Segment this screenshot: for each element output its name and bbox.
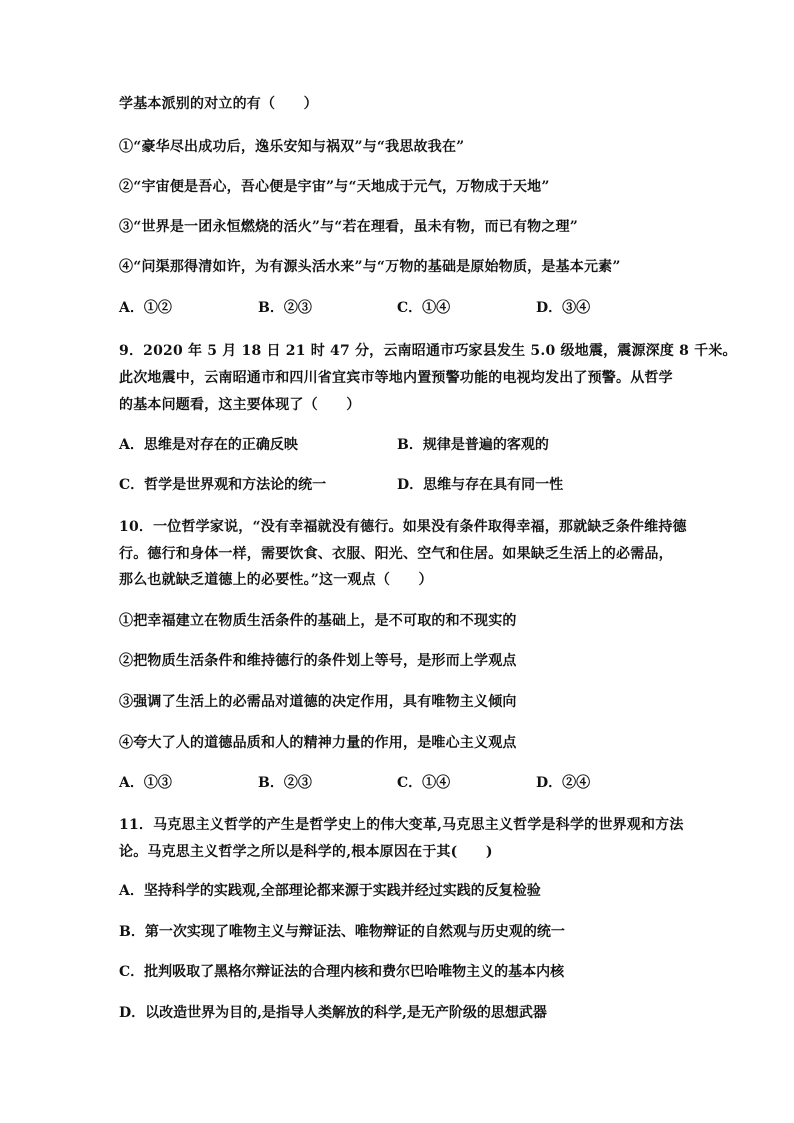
q8-item-4: ④“问渠那得清如许，为有源头活水来”与“万物的基础是原始物质，是基本元素” <box>119 259 621 275</box>
q9-line-3: 的基本问题看，这主要体现了（ ） <box>119 397 361 413</box>
q8-option-a: A．①② <box>119 300 172 316</box>
q9-line-2: 此次地震中，云南昭通市和四川省宜宾市等地内置预警功能的电视均发出了预警。从哲学 <box>119 370 673 386</box>
q11-option-b: B．第一次实现了唯物主义与辩证法、唯物辩证的自然观与历史观的统一 <box>119 924 565 940</box>
q9-line-1: 9．2020 年 5 月 18 日 21 时 47 分，云南昭通市巧家县发生 5.0 级地震，震源深度 8 千米。 <box>119 343 737 359</box>
q10-option-a: A．①③ <box>119 775 172 791</box>
q10-option-b: B．②③ <box>258 775 312 791</box>
q9-option-b: B．规律是普遍的客观的 <box>397 437 549 453</box>
q8-item-1: ①“豪华尽出成功后，逸乐安知与祸双”与“我思故我在” <box>119 139 465 155</box>
q8-item-2: ②“宇宙便是吾心，吾心便是宇宙”与“天地成于元气，万物成于天地” <box>119 179 550 195</box>
q9-option-c: C．哲学是世界观和方法论的统一 <box>119 477 327 493</box>
q10-item-4: ④夸大了人的道德品质和人的精神力量的作用，是唯心主义观点 <box>119 735 517 751</box>
q10-line-3: 那么也就缺乏道德上的必要性。”这一观点（ ） <box>119 572 433 588</box>
q10-line-2: 行。德行和身体一样，需要饮食、衣服、阳光、空气和住居。如果缺乏生活上的必需品， <box>119 546 673 562</box>
q10-option-d: D．②④ <box>536 775 591 791</box>
q10-option-c: C．①④ <box>397 775 451 791</box>
q8-item-3: ③“世界是一团永恒燃烧的活火”与“若在理看，虽未有物，而已有物之理” <box>119 219 579 235</box>
q10-item-2: ②把物质生活条件和维持德行的条件划上等号，是形而上学观点 <box>119 653 517 669</box>
q9-option-d: D．思维与存在具有同一性 <box>397 477 564 493</box>
q10-item-1: ①把幸福建立在物质生活条件的基础上，是不可取的和不现实的 <box>119 613 517 629</box>
q8-option-d: D．③④ <box>536 300 591 316</box>
q8-stem: 学基本派别的对立的有（ ） <box>119 96 318 112</box>
q11-line-2: 论。马克思主义哲学之所以是科学的,根本原因在于其( ) <box>119 844 493 860</box>
q11-line-1: 11．马克思主义哲学的产生是哲学史上的伟大变革,马克思主义哲学是科学的世界观和方法 <box>119 817 684 833</box>
q11-option-d: D．以改造世界为目的,是指导人类解放的科学,是无产阶级的思想武器 <box>119 1005 547 1021</box>
q11-option-a: A．坚持科学的实践观,全部理论都来源于实践并经过实践的反复检验 <box>119 883 541 899</box>
q8-option-c: C．①④ <box>397 300 451 316</box>
q11-option-c: C．批判吸取了黑格尔辩证法的合理内核和费尔巴哈唯物主义的基本内核 <box>119 964 565 980</box>
q10-line-1: 10．一位哲学家说，“没有幸福就没有德行。如果没有条件取得幸福，那就缺乏条件维持德 <box>119 519 687 535</box>
q9-option-a: A．思维是对存在的正确反映 <box>119 437 298 453</box>
q10-item-3: ③强调了生活上的必需品对道德的决定作用，具有唯物主义倾向 <box>119 694 517 710</box>
q8-option-b: B．②③ <box>258 300 312 316</box>
